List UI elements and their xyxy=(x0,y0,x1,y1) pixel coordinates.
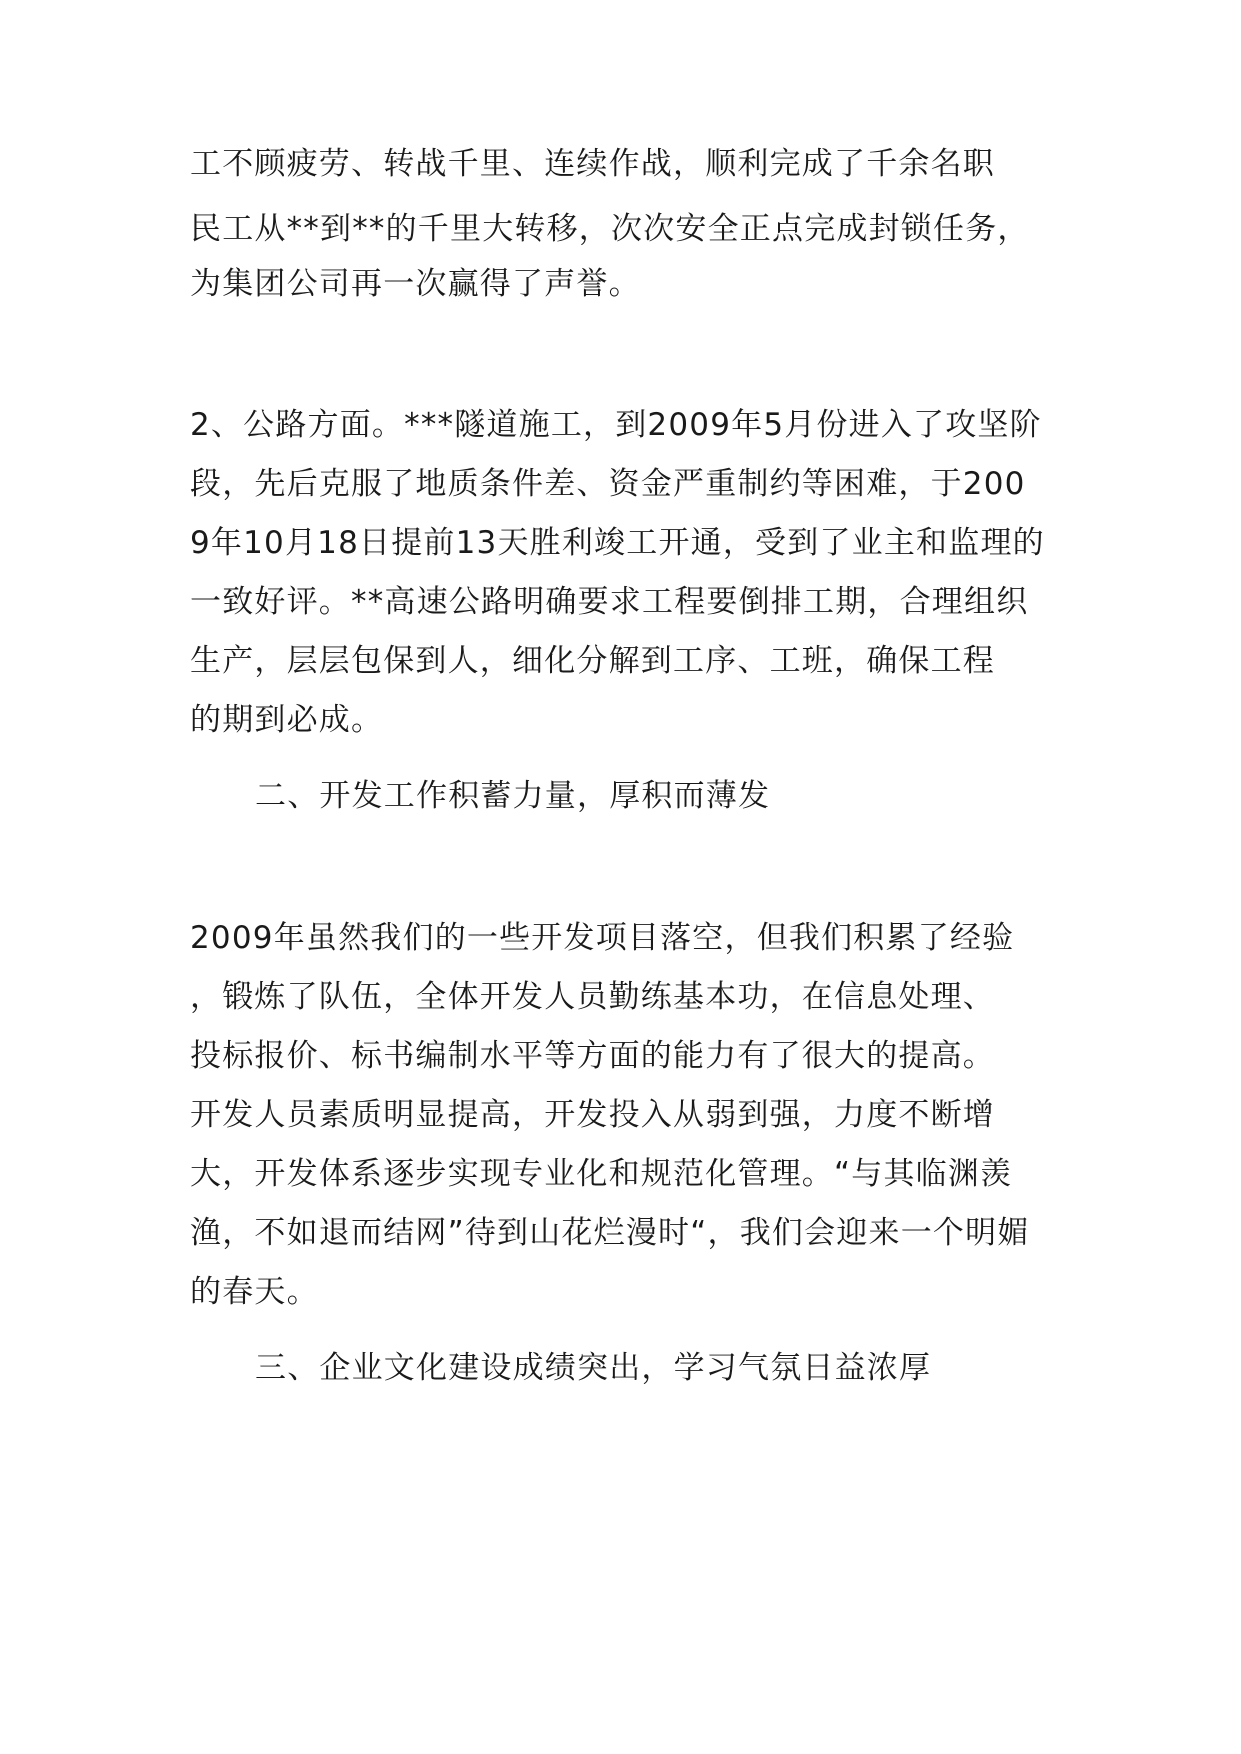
section-heading-2: 二、开发工作积蓄力量，厚积而薄发 xyxy=(255,778,771,814)
paragraph-3-line-4: 开发人员素质明显提高，开发投入从弱到强，力度不断增 xyxy=(190,1097,995,1133)
paragraph-3-line-3: 投标报价、标书编制水平等方面的能力有了很大的提高。 xyxy=(190,1038,995,1074)
paragraph-2-line-3: 9年10月18日提前13天胜利竣工开通，受到了业主和监理的 xyxy=(190,525,1045,561)
paragraph-1-line-1: 工不顾疲劳、转战千里、连续作战，顺利完成了千余名职 xyxy=(190,146,995,182)
paragraph-1-line-3: 为集团公司再一次赢得了声誉。 xyxy=(190,266,641,302)
paragraph-3-line-2: ，锻炼了队伍，全体开发人员勤练基本功，在信息处理、 xyxy=(190,979,995,1015)
paragraph-2-line-6: 的期到必成。 xyxy=(190,702,384,738)
paragraph-3-line-6: 渔，不如退而结网”待到山花烂漫时“，我们会迎来一个明媚 xyxy=(190,1215,1030,1251)
paragraph-3-line-7: 的春天。 xyxy=(190,1274,319,1310)
section-heading-3: 三、企业文化建设成绩突出，学习气氛日益浓厚 xyxy=(255,1350,932,1386)
paragraph-2-line-5: 生产，层层包保到人，细化分解到工序、工班，确保工程 xyxy=(190,643,995,679)
paragraph-2-line-1: 2、公路方面。***隧道施工，到2009年5月份进入了攻坚阶 xyxy=(190,407,1042,443)
paragraph-1-line-2: 民工从**到**的千里大转移，次次安全正点完成封锁任务， xyxy=(190,211,1030,247)
paragraph-3-line-1: 2009年虽然我们的一些开发项目落空，但我们积累了经验 xyxy=(190,920,1015,956)
paragraph-3-line-5: 大，开发体系逐步实现专业化和规范化管理。“与其临渊羡 xyxy=(190,1156,1013,1192)
paragraph-2-line-2: 段，先后克服了地质条件差、资金严重制约等困难，于200 xyxy=(190,466,1026,502)
paragraph-2-line-4: 一致好评。**高速公路明确要求工程要倒排工期，合理组织 xyxy=(190,584,1029,620)
